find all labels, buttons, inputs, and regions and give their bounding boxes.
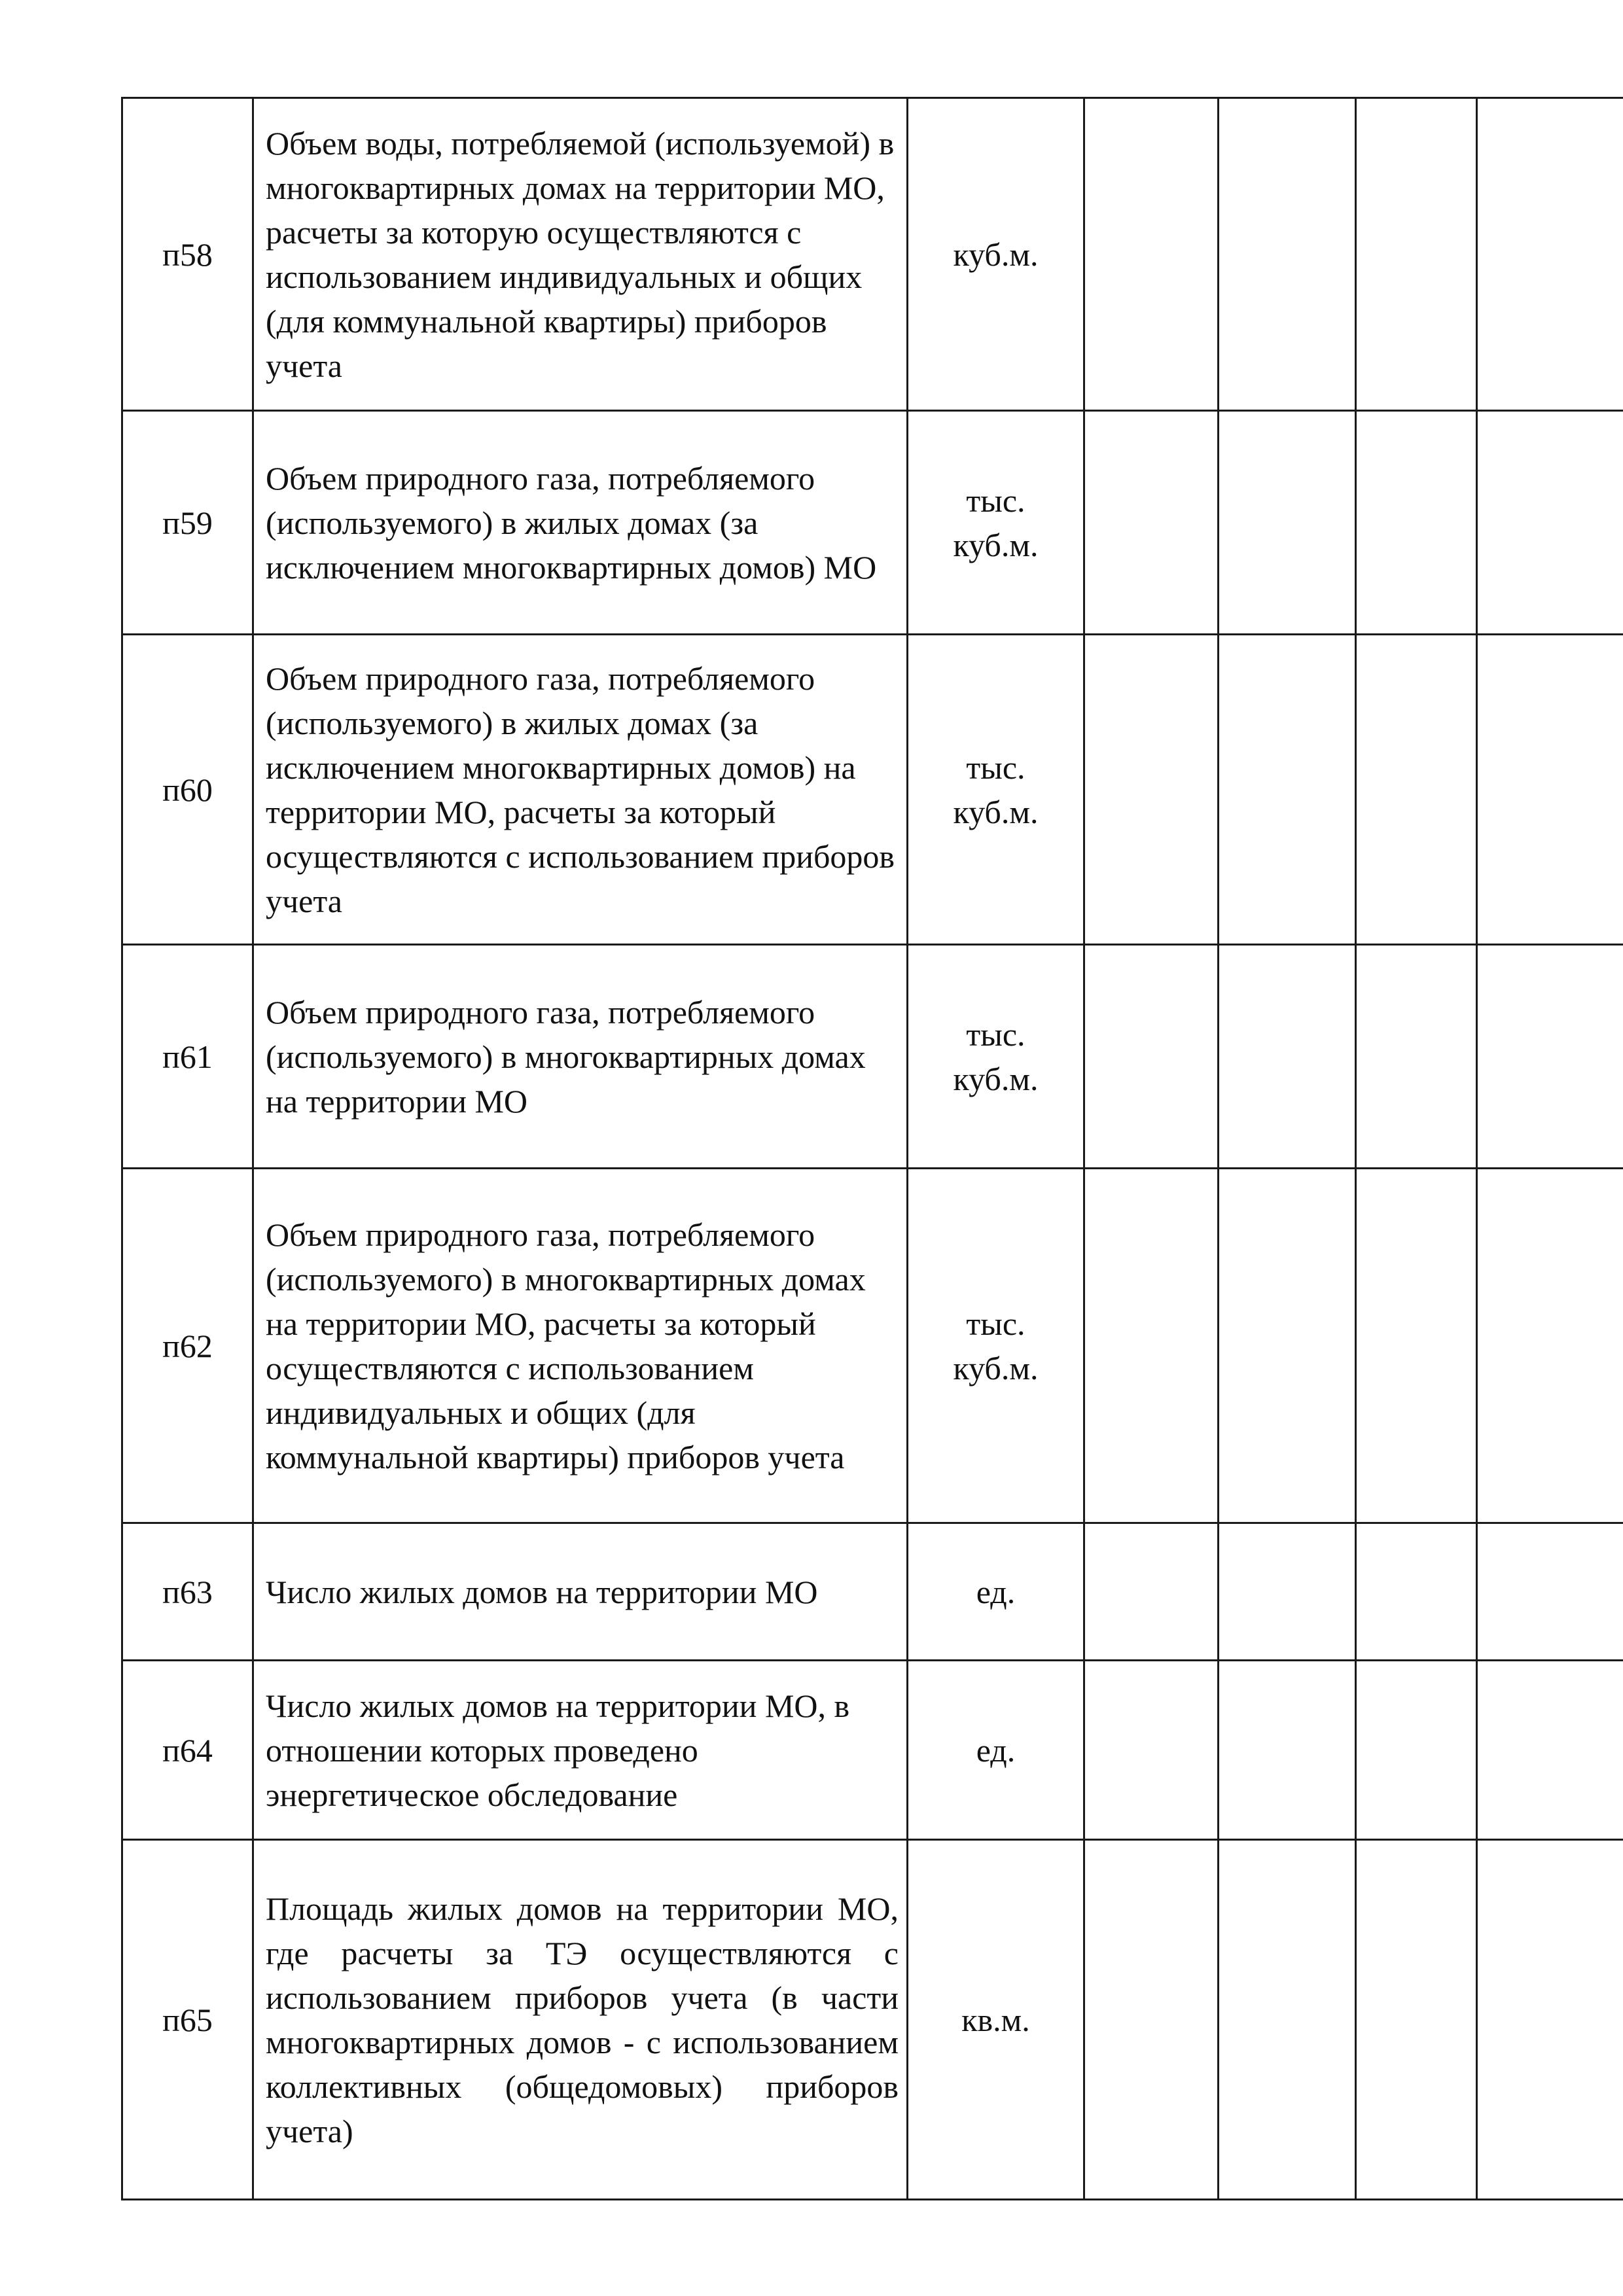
unit-cell	[908, 635, 1084, 945]
value-cell	[1084, 945, 1219, 1169]
table-row	[122, 411, 1623, 635]
indicator-description: Объем природного газа, потребляемого (используемого) в жилых домах (за исключением многоквартирных домов) МО	[253, 411, 908, 635]
value-cell	[1477, 1840, 1623, 2200]
value-cell	[1477, 1523, 1623, 1661]
indicator-description: Объем природного газа, потребляемого (используемого) в многоквартирных домах на территории МО	[253, 945, 908, 1169]
value-cell	[1477, 635, 1623, 945]
unit-text: тыс.	[966, 1305, 1026, 1342]
value-cell	[1219, 411, 1356, 635]
value-cell	[1477, 98, 1623, 411]
unit-text: ед.	[976, 1731, 1016, 1769]
table-row	[122, 945, 1623, 1169]
indicator-description: Площадь жилых домов на территории МО, где расчеты за ТЭ осуществляются с использованием приборов учета (в части многоквартирных домов - с использованием коллективных (общедомовых) приборов учета)	[253, 1840, 908, 2200]
unit-text: куб.м.	[953, 1349, 1039, 1386]
unit-cell	[908, 945, 1084, 1169]
indicator-code: п64	[122, 1661, 253, 1840]
value-cell	[1219, 635, 1356, 945]
indicator-code: п63	[122, 1523, 253, 1661]
table-row	[122, 98, 1623, 411]
value-cell	[1219, 98, 1356, 411]
table-row	[122, 1523, 1623, 1661]
value-cell	[1219, 1840, 1356, 2200]
value-cell	[1477, 945, 1623, 1169]
unit-cell	[908, 411, 1084, 635]
table-row	[122, 1169, 1623, 1523]
indicator-description: Число жилых домов на территории МО, в отношении которых проведено энергетическое обследование	[253, 1661, 908, 1840]
value-cell	[1356, 1661, 1477, 1840]
unit-cell	[908, 1661, 1084, 1840]
table-row	[122, 635, 1623, 945]
table-row	[122, 1661, 1623, 1840]
unit-cell	[908, 1840, 1084, 2200]
value-cell	[1084, 1169, 1219, 1523]
value-cell	[1356, 945, 1477, 1169]
value-cell	[1356, 1169, 1477, 1523]
indicator-code: п61	[122, 945, 253, 1169]
indicator-code: п62	[122, 1169, 253, 1523]
value-cell	[1477, 1661, 1623, 1840]
value-cell	[1084, 1523, 1219, 1661]
unit-text: куб.м.	[953, 793, 1039, 830]
value-cell	[1219, 1523, 1356, 1661]
unit-text: ед.	[976, 1573, 1016, 1610]
value-cell	[1219, 1661, 1356, 1840]
value-cell	[1219, 945, 1356, 1169]
indicator-table	[121, 97, 1623, 2200]
value-cell	[1084, 411, 1219, 635]
table-row	[122, 1840, 1623, 2200]
value-cell	[1356, 1840, 1477, 2200]
indicator-code: п58	[122, 98, 253, 411]
unit-text: куб.м.	[953, 1060, 1039, 1097]
unit-text: куб.м.	[953, 526, 1039, 563]
indicator-description: Объем воды, потребляемой (используемой) в многоквартирных домах на территории МО, расчеты за которую осуществляются с использованием индивидуальных и общих (для коммунальной квартиры) приборов учета	[253, 98, 908, 411]
unit-text: тыс.	[966, 1016, 1026, 1053]
unit-text: куб.м.	[953, 236, 1039, 273]
value-cell	[1219, 1169, 1356, 1523]
indicator-code: п60	[122, 635, 253, 945]
indicator-code: п65	[122, 1840, 253, 2200]
document-page	[121, 97, 1501, 2200]
value-cell	[1084, 1661, 1219, 1840]
indicator-code: п59	[122, 411, 253, 635]
indicator-description: Число жилых домов на территории МО	[253, 1523, 908, 1661]
value-cell	[1084, 635, 1219, 945]
unit-text: тыс.	[966, 749, 1026, 786]
unit-text: кв.м.	[961, 2001, 1030, 2038]
value-cell	[1477, 411, 1623, 635]
value-cell	[1084, 1840, 1219, 2200]
value-cell	[1356, 1523, 1477, 1661]
indicator-description: Объем природного газа, потребляемого (используемого) в жилых домах (за исключением многоквартирных домов) на территории МО, расчеты за который осуществляются с использованием приборов учета	[253, 635, 908, 945]
unit-cell	[908, 1169, 1084, 1523]
value-cell	[1356, 411, 1477, 635]
value-cell	[1356, 635, 1477, 945]
unit-text: тыс.	[966, 482, 1026, 519]
value-cell	[1084, 98, 1219, 411]
value-cell	[1356, 98, 1477, 411]
unit-cell	[908, 1523, 1084, 1661]
value-cell	[1477, 1169, 1623, 1523]
indicator-description: Объем природного газа, потребляемого (используемого) в многоквартирных домах на территории МО, расчеты за который осуществляются с использованием индивидуальных и общих (для коммунальной квартиры) приборов учета	[253, 1169, 908, 1523]
unit-cell	[908, 98, 1084, 411]
